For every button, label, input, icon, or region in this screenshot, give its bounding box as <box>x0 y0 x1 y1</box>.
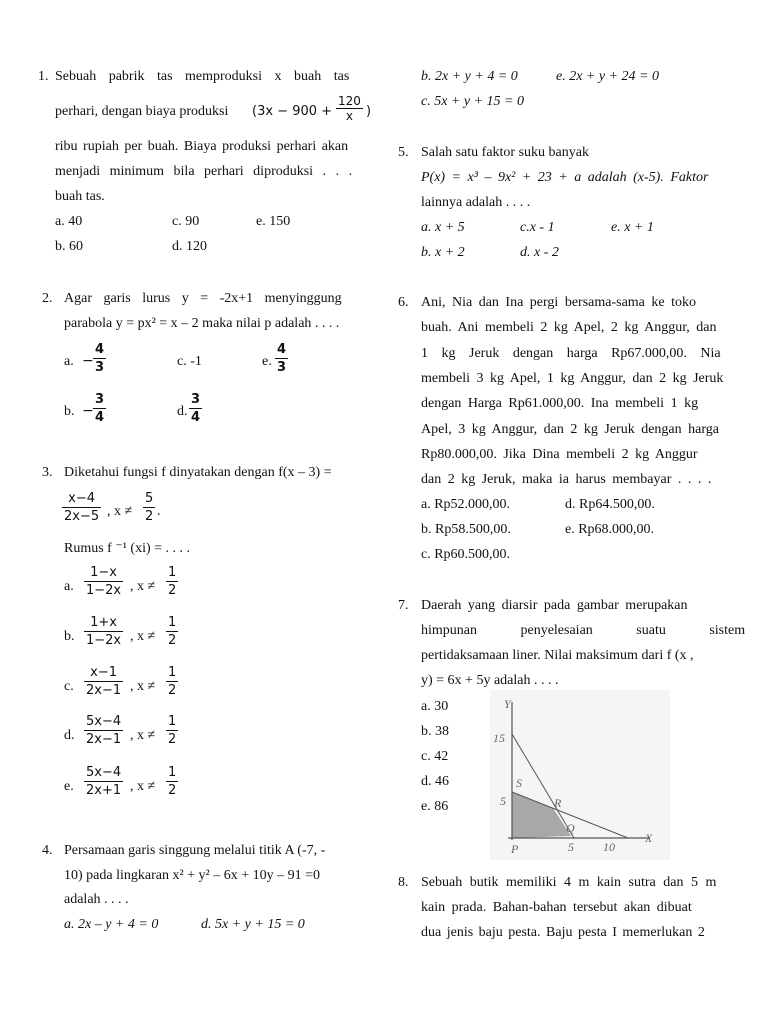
q3-option-e-label[interactable]: e. <box>64 779 74 794</box>
q6-option-d[interactable]: d. Rp64.500,00. <box>565 497 655 512</box>
q7-line-1: Daerah yang diarsir pada gambar merupakan <box>421 598 688 613</box>
q3-option-a-condition: , x ≠ <box>130 579 156 594</box>
q3-option-e-fraction: $\frac{5x-4}{2x+1}$ <box>86 765 122 798</box>
q3-option-d-condition-fraction: $\frac{1}{2}$ <box>168 714 177 747</box>
q2-option-e-fraction: $\frac{4}{3}$ <box>277 342 287 375</box>
point-s-label: S <box>516 776 522 790</box>
q7-option-a[interactable]: a. 30 <box>421 699 449 714</box>
q5-option-a[interactable]: a. x + 5 <box>421 220 465 235</box>
q3-option-a-condition-fraction: $\frac{1}{2}$ <box>168 565 177 598</box>
q2-option-e-label[interactable]: e. <box>262 354 272 369</box>
q2-option-c[interactable]: c. -1 <box>177 354 202 369</box>
q3-option-b-label[interactable]: b. <box>64 629 75 644</box>
q3-line-1: Diketahui fungsi f dinyatakan dengan f(x – 3) = <box>64 465 332 480</box>
q4-option-a[interactable]: a. 2x – y + 4 = 0 <box>64 917 159 932</box>
q3-option-b-condition-fraction: $\frac{1}{2}$ <box>168 615 177 648</box>
q1-option-e[interactable]: e. 150 <box>256 214 291 229</box>
q1-option-c[interactable]: c. 90 <box>172 214 200 229</box>
q1-formula-pre: (3x − 900 + <box>252 104 333 119</box>
q6-line-3: 1 kg Jeruk dengan harga Rp67.000,00. Nia <box>421 345 721 361</box>
point-r-label: R <box>554 796 562 810</box>
point-p-label: P <box>511 842 519 856</box>
q3-option-c-condition-fraction: $\frac{1}{2}$ <box>168 665 177 698</box>
q6-line-2: buah. Ani membeli 2 kg Apel, 2 kg Anggur, dan <box>421 320 717 336</box>
q5-line-1: Salah satu faktor suku banyak <box>421 145 589 160</box>
q3-main-condition-fraction: $\frac{5}{2}$ <box>145 491 154 524</box>
y-tick-5: 5 <box>500 794 506 808</box>
q6-line-6: Apel, 3 kg Anggur, dan 2 kg Jeruk dengan harga <box>421 421 719 437</box>
q6-line-5: dengan Harga Rp61.000,00. Ina membeli 1 kg <box>421 396 699 412</box>
q3-option-c-fraction: $\frac{x-1}{2x-1}$ <box>86 665 122 698</box>
q3-option-d-label[interactable]: d. <box>64 728 75 743</box>
q5-option-b[interactable]: b. x + 2 <box>421 245 465 260</box>
q3-option-e-condition-fraction: $\frac{1}{2}$ <box>168 765 177 798</box>
q3-option-e-condition: , x ≠ <box>130 779 156 794</box>
q6-option-e[interactable]: e. Rp68.000,00. <box>565 522 655 537</box>
q6-line-4: membeli 3 kg Apel, 1 kg Anggur, dan 2 kg Jeruk <box>421 370 724 386</box>
q4-number: 4. <box>42 843 53 858</box>
q4-option-b[interactable]: b. 2x + y + 4 = 0 <box>421 69 518 84</box>
q1-formula-post: ) <box>366 104 372 119</box>
q8-line-3: dua jenis baju pesta. Baju pesta I memerlukan 2 <box>421 925 705 940</box>
q1-line-1: Sebuah pabrik tas memproduksi x buah tas <box>55 69 350 84</box>
q1-number: 1. <box>38 69 49 84</box>
q8-number: 8. <box>398 875 409 890</box>
q6-option-c[interactable]: c. Rp60.500,00. <box>421 547 511 562</box>
q3-number: 3. <box>42 465 53 480</box>
q7-option-e[interactable]: e. 86 <box>421 799 449 814</box>
q4-line-2: 10) pada lingkaran x² + y² – 6x + 10y – 91 =0 <box>64 868 321 883</box>
q3-option-a-fraction: $\frac{1-x}{1-2x}$ <box>86 565 122 598</box>
q3-main-period: . <box>157 504 161 519</box>
q1-option-d[interactable]: d. 120 <box>172 239 207 254</box>
q7-option-c[interactable]: c. 42 <box>421 749 449 764</box>
q6-line-8: dan 2 kg Jeruk, maka ia harus membayar . . . . <box>421 472 712 488</box>
q3-option-a-label[interactable]: a. <box>64 579 74 594</box>
q2-option-d-label[interactable]: d. <box>177 404 188 419</box>
q3-option-b-fraction: $\frac{1+x}{1-2x}$ <box>86 615 122 648</box>
q7-line-4: y) = 6x + 5y adalah . . . . <box>421 673 559 688</box>
y-tick-15: 15 <box>493 731 505 745</box>
q3-option-d-condition: , x ≠ <box>130 728 156 743</box>
q1-option-b[interactable]: b. 60 <box>55 239 83 254</box>
q8-line-1: Sebuah butik memiliki 4 m kain sutra dan 5 m <box>421 875 717 890</box>
q2-option-b-sign: − <box>82 403 94 419</box>
q7-graph <box>490 690 670 860</box>
q2-option-a-fraction: $\frac{4}{3}$ <box>95 342 105 375</box>
q2-option-b-fraction: $\frac{3}{4}$ <box>95 392 105 425</box>
q4-line-3: adalah . . . . <box>64 892 129 907</box>
q3-main-condition: , x ≠ <box>107 504 133 519</box>
q5-number: 5. <box>398 145 409 160</box>
q7-number: 7. <box>398 598 409 613</box>
q6-number: 6. <box>398 295 409 310</box>
q1-line-4: menjadi minimum bila perhari diproduksi . . . <box>55 164 353 179</box>
q1-formula-fraction: $\frac{120}{x}$ <box>338 94 361 123</box>
q7-option-b[interactable]: b. 38 <box>421 724 449 739</box>
y-axis-label: Y <box>504 697 511 711</box>
q3-option-c-label[interactable]: c. <box>64 679 74 694</box>
q7-line-2: himpunan penyelesaian suatu sistem <box>421 623 746 638</box>
q2-option-b-label[interactable]: b. <box>64 404 75 419</box>
q2-option-a-label[interactable]: a. <box>64 354 74 369</box>
q7-line-3: pertidaksamaan liner. Nilai maksimum dari f (x , <box>421 648 694 663</box>
q4-option-e[interactable]: e. 2x + y + 24 = 0 <box>556 69 659 84</box>
q5-option-e[interactable]: e. x + 1 <box>611 220 654 235</box>
q8-line-2: kain prada. Bahan-bahan tersebut akan dibuat <box>421 900 692 915</box>
q2-line-1: Agar garis lurus y = -2x+1 menyinggung <box>64 291 342 306</box>
q5-option-d[interactable]: d. x - 2 <box>520 245 559 260</box>
q5-line-3: lainnya adalah . . . . <box>421 195 531 210</box>
q7-option-d[interactable]: d. 46 <box>421 774 449 789</box>
x-tick-10: 10 <box>603 840 615 854</box>
q2-option-d-fraction: $\frac{3}{4}$ <box>191 392 201 425</box>
q6-option-b[interactable]: b. Rp58.500,00. <box>421 522 511 537</box>
q6-line-7: Rp80.000,00. Jika Dina membeli 2 kg Anggur <box>421 446 698 462</box>
q3-option-d-fraction: $\frac{5x-4}{2x-1}$ <box>86 714 122 747</box>
q1-line-2: perhari, dengan biaya produksi <box>55 104 229 119</box>
q6-line-1: Ani, Nia dan Ina pergi bersama-sama ke toko <box>421 295 696 310</box>
q5-option-c[interactable]: c.x - 1 <box>520 220 555 235</box>
q3-option-b-condition: , x ≠ <box>130 629 156 644</box>
q1-option-a[interactable]: a. 40 <box>55 214 83 229</box>
q5-line-2: P(x) = x³ – 9x² + 23 + a adalah (x-5). Faktor <box>421 170 709 185</box>
x-tick-5: 5 <box>568 840 574 854</box>
q4-line-1: Persamaan garis singgung melalui titik A (-7, - <box>64 843 326 858</box>
q6-option-a[interactable]: a. Rp52.000,00. <box>421 497 511 512</box>
q2-line-2: parabola y = px² = x – 2 maka nilai p adalah . . . . <box>64 316 340 331</box>
q2-option-a-sign: − <box>82 353 94 369</box>
q4-option-c[interactable]: c. 5x + y + 15 = 0 <box>421 94 524 109</box>
q3-rumus: Rumus f ⁻¹ (xi) = . . . . <box>64 541 191 556</box>
q3-option-c-condition: , x ≠ <box>130 679 156 694</box>
point-q-label: Q <box>566 821 575 835</box>
q4-option-d[interactable]: d. 5x + y + 15 = 0 <box>201 917 305 932</box>
q1-line-3: ribu rupiah per buah. Biaya produksi perhari akan <box>55 139 349 154</box>
q2-number: 2. <box>42 291 53 306</box>
x-axis-label: X <box>645 831 653 845</box>
q1-line-5: buah tas. <box>55 189 105 204</box>
q3-main-fraction: $\frac{x-4}{2x-5}$ <box>64 491 100 524</box>
